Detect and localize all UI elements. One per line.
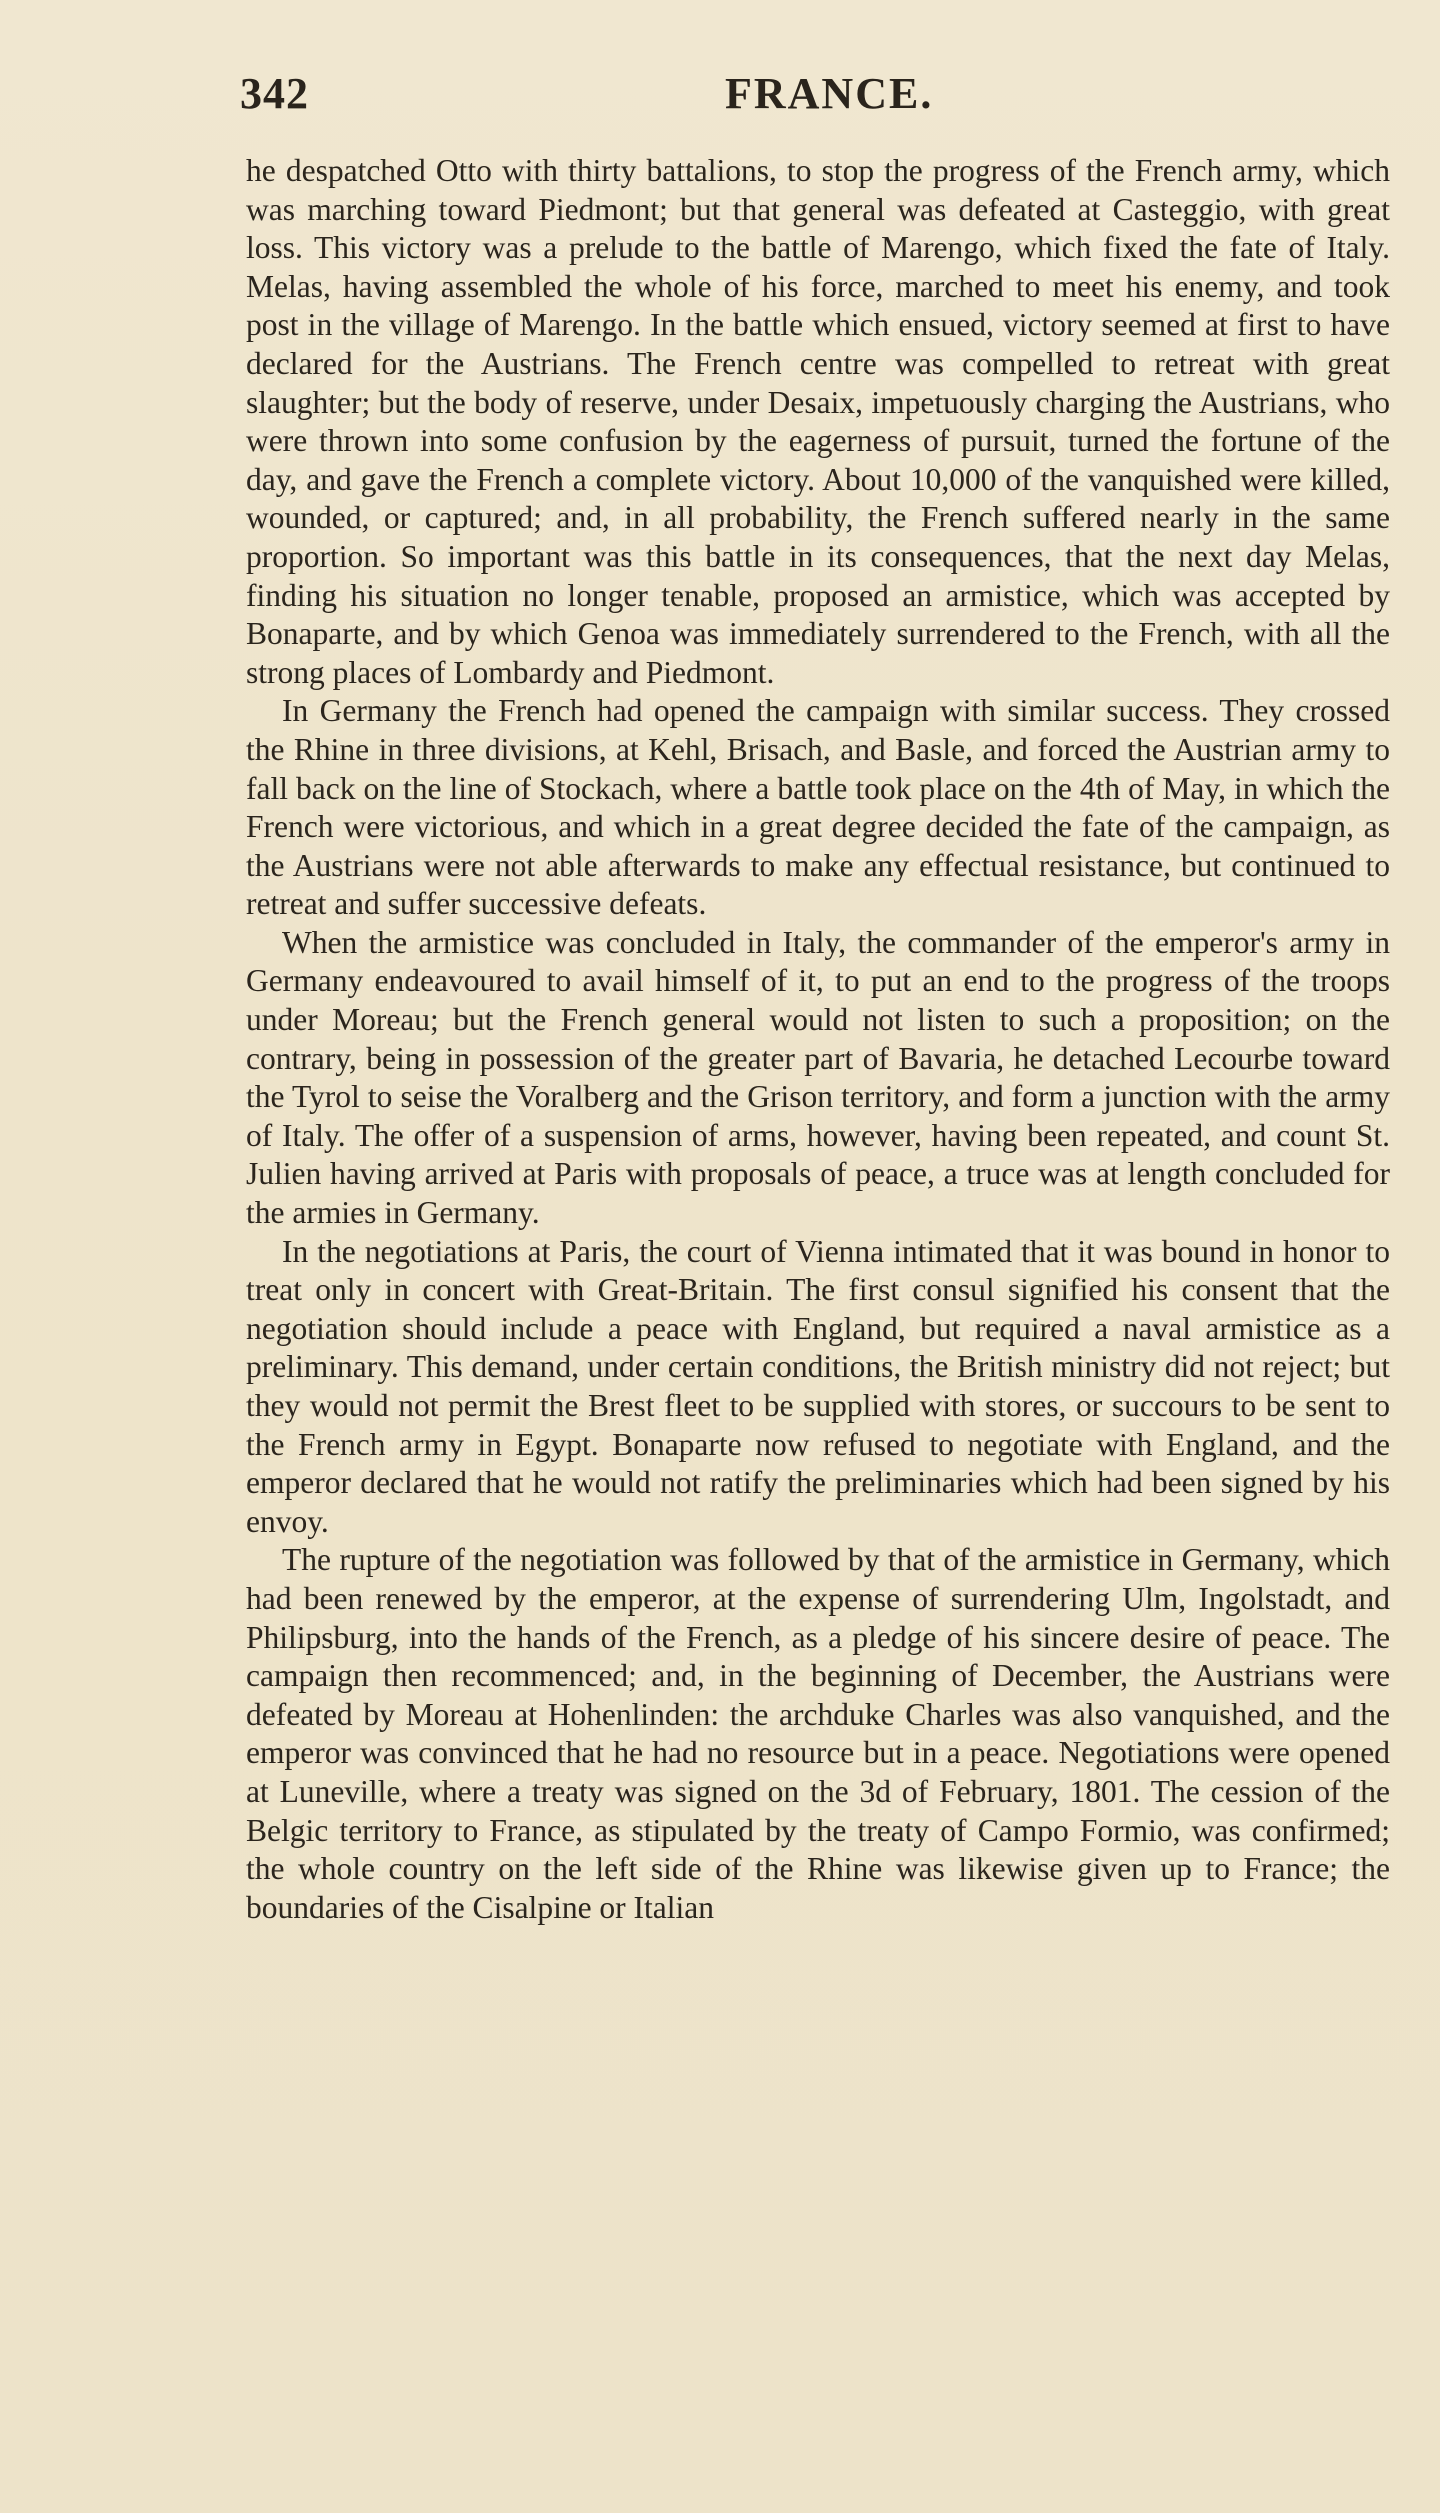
paragraph-4: In the negotiations at Paris, the court of Vienna intimated that it was bound in honor to treat only in concert with Great-Britain. The first consul signified his consent that the negotiation should include a peace with England, but required a naval armistice as a preliminary. This demand, under certain conditions, the British ministry did not reject; but they would not permit the Brest fleet to be supplied with stores, or succours to be sent to the French army in Egypt. Bonaparte now refused to negotiate with England, and the emperor declared that he would not ratify the preliminaries which had been signed by his envoy. xyxy=(246,1233,1390,1539)
body-text xyxy=(246,152,1390,1927)
paragraph-1: he despatched Otto with thirty battalions, to stop the progress of the French army, which was marching toward Piedmont; but that general was defeated at Casteggio, with great loss. This victory was a prelude to the battle of Marengo, which fixed the fate of Italy. Melas, having assembled the whole of his force, marched to meet his enemy, and took post in the village of Marengo. In the battle which ensued, victory seemed at first to have declared for the Austrians. The French centre was compelled to retreat with great slaughter; but the body of reserve, under Desaix, impetuously charging the Austrians, who were thrown into some confusion by the eagerness of pursuit, turned the fortune of the day, and gave the French a complete victory. About 10,000 of the vanquished were killed, wounded, or captured; and, in all probability, the French suffered nearly in the same proportion. So important was this battle in its consequences, that the next day Melas, finding his situation no longer tenable, proposed an armistice, which was accepted by Bonaparte, and by which Genoa was immediately surrendered to the French, with all the strong places of Lombardy and Piedmont. xyxy=(246,153,1390,690)
paragraph-5: The rupture of the negotiation was followed by that of the armistice in Germany, which had been renewed by the emperor, at the expense of surrendering Ulm, Ingolstadt, and Philipsburg, into the hands of the French, as a pledge of his sincere desire of peace. The campaign then recommenced; and, in the beginning of December, the Austrians were defeated by Moreau at Hohenlinden: the archduke Charles was also vanquished, and the emperor was convinced that he had no resource but in a peace. Negotiations were opened at Luneville, where a treaty was signed on the 3d of February, 1801. The cession of the Belgic territory to France, as stipulated by the treaty of Campo Formio, was confirmed; the whole country on the left side of the Rhine was likewise given up to France; the boundaries of the Cisalpine or Italian xyxy=(246,1542,1390,1925)
page-number: 342 xyxy=(240,69,309,118)
paragraph-2: In Germany the French had opened the campaign with similar success. They crossed the Rhine in three divisions, at Kehl, Brisach, and Basle, and forced the Austrian army to fall back on the line of Stockach, where a battle took place on the 4th of May, in which the French were victorious, and which in a great degree decided the fate of the campaign, as the Austrians were not able afterwards to make any effectual resistance, but continued to retreat and suffer successive defeats. xyxy=(246,693,1390,922)
running-title: FRANCE. xyxy=(725,69,934,118)
page-header xyxy=(240,68,1400,128)
paragraph-3: When the armistice was concluded in Italy, the commander of the emperor's army in Germany endeavoured to avail himself of it, to put an end to the progress of the troops under Moreau; but the French general would not listen to such a proposition; on the contrary, being in possession of the greater part of Bavaria, he detached Lecourbe toward the Tyrol to seise the Voralberg and the Grison territory, and form a junction with the army of Italy. The offer of a suspension of arms, however, having been repeated, and count St. Julien having arrived at Paris with proposals of peace, a truce was at length concluded for the armies in Germany. xyxy=(246,924,1390,1231)
